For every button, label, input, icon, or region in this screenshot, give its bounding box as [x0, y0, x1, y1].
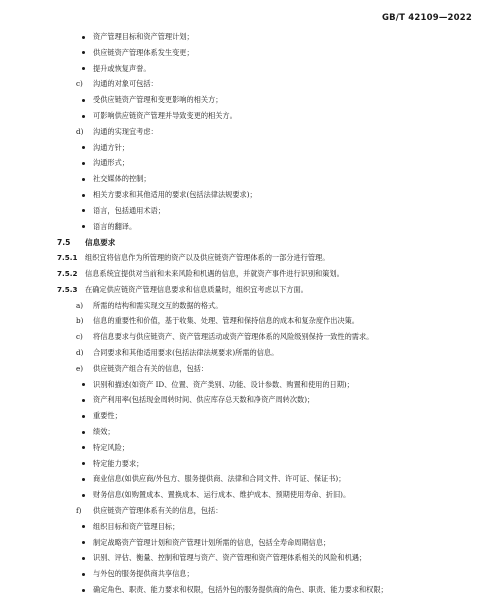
bullet-text: 相关方要求和其他适用的要求(包括法律法规要求)； [93, 190, 257, 199]
bullet-dot-icon [82, 146, 85, 149]
item-label: d) [76, 126, 84, 136]
bullet-text: 语言，包括通用术语； [93, 205, 165, 215]
section-title: 信息要求 [85, 238, 116, 248]
bullet-dot-icon [82, 415, 85, 418]
bullet-text: 与外包的服务提供商共享信息； [93, 569, 194, 579]
bullet-text: 确定角色、职责、能力要求和权限，包括外包的服务提供商的角色、职责、能力要求和权限； [93, 585, 388, 594]
item-text: 沟通的对象可包括： [93, 79, 158, 89]
bullet-text: 可影响供应链资产管理并导致变更的相关方。 [93, 111, 237, 120]
bullet-dot-icon [82, 383, 85, 386]
item-text: 信息的重要性和价值，基于收集、处理、管理和保持信息的成本和复杂度作出决策。 [93, 316, 359, 326]
bullet-text: 提升或恢复声誉。 [93, 63, 151, 73]
item-label: e) [76, 363, 84, 373]
bullet-dot-icon [82, 462, 85, 465]
bullet-dot-icon [82, 557, 85, 560]
bullet-text: 财务信息(如购置成本、置换成本、运行成本、维护成本、预期使用寿命、折旧)。 [93, 490, 351, 500]
bullet-dot-icon [82, 36, 85, 39]
standard-number: GB/T 42109—2022 [381, 13, 472, 23]
item-text: 供应链资产组合有关的信息，包括： [93, 363, 209, 373]
bullet-text: 资产管理目标和资产管理计划； [93, 32, 194, 41]
item-text: 将信息要求与供应链资产、资产管理活动或资产管理体系的风险级别保持一致性的需求。 [93, 332, 374, 342]
clause-number: 7.5.3 [57, 284, 78, 294]
item-label: f) [76, 506, 82, 515]
bullet-text: 特定能力要求； [93, 458, 144, 468]
bullet-text: 识别、评估、衡量、控制和管理与资产、资产管理和资产管理体系相关的风险和机遇； [93, 553, 367, 563]
bullet-text: 沟通方针； [93, 142, 129, 152]
bullet-dot-icon [82, 67, 85, 70]
clause-text: 组织宜将信息作为所管理的资产以及供应链资产管理体系的一部分进行管理。 [85, 253, 330, 263]
section-number: 7.5 [57, 238, 71, 248]
bullet-text: 语言的翻译。 [93, 221, 137, 231]
bullet-dot-icon [82, 399, 85, 402]
bullet-dot-icon [82, 494, 85, 497]
item-text: 沟通的实现宜考虑： [93, 126, 158, 136]
item-label: c) [76, 332, 83, 342]
bullet-text: 组织目标和资产管理目标； [93, 521, 180, 531]
bullet-dot-icon [82, 51, 85, 54]
bullet-dot-icon [82, 178, 85, 181]
item-text: 所需的结构和需实现交互的数据的格式。 [93, 300, 223, 310]
bullet-dot-icon [82, 589, 85, 592]
bullet-text: 重要性； [93, 411, 122, 421]
bullet-text: 资产利用率(包括现金周转时间、供应库存总天数和净资产周转次数)； [93, 395, 315, 405]
bullet-text: 供应链资产管理体系发生变更； [93, 47, 194, 57]
bullet-text: 社交媒体的控制； [93, 174, 151, 184]
item-text: 合同要求和其他适用要求(包括法律法规要求)所需的信息。 [93, 348, 279, 357]
bullet-text: 制定战略资产管理计划和资产管理计划所需的信息，包括全寿命周期信息； [93, 537, 331, 547]
bullet-dot-icon [82, 525, 85, 528]
item-text: 供应链资产管理体系有关的信息，包括： [93, 506, 223, 515]
bullet-text: 特定风险； [93, 442, 129, 452]
clause-number: 7.5.2 [57, 269, 78, 278]
bullet-dot-icon [82, 573, 85, 576]
clause-number: 7.5.1 [57, 253, 78, 263]
bullet-text: 受供应链资产管理和变更影响的相关方； [93, 95, 223, 105]
bullet-dot-icon [82, 541, 85, 544]
bullet-dot-icon [82, 99, 85, 102]
bullet-dot-icon [82, 446, 85, 449]
bullet-dot-icon [82, 194, 85, 197]
clause-text: 信息系统宜提供对当前和未来风险和机遇的信息，并就资产事件进行识别和策划。 [85, 269, 344, 278]
bullet-text: 识别和描述(如资产 ID、位置、资产类别、功能、设计参数、购置和使用的日期)； [93, 379, 354, 389]
item-label: b) [76, 316, 84, 326]
item-label: a) [76, 300, 84, 310]
bullet-dot-icon [82, 225, 85, 228]
item-label: d) [76, 348, 84, 357]
bullet-text: 沟通形式； [93, 158, 129, 168]
bullet-dot-icon [82, 431, 85, 434]
bullet-text: 商业信息(如供应商/外包方、服务提供商、法律和合同文件、许可证、保证书)； [93, 474, 346, 484]
bullet-text: 绩效； [93, 427, 115, 436]
bullet-dot-icon [82, 162, 85, 165]
item-label: c) [76, 79, 83, 89]
bullet-dot-icon [82, 478, 85, 481]
bullet-dot-icon [82, 209, 85, 212]
clause-text: 在确定供应链资产管理信息要求和信息质量时，组织宜考虑以下方面。 [85, 284, 308, 294]
bullet-dot-icon [82, 115, 85, 118]
